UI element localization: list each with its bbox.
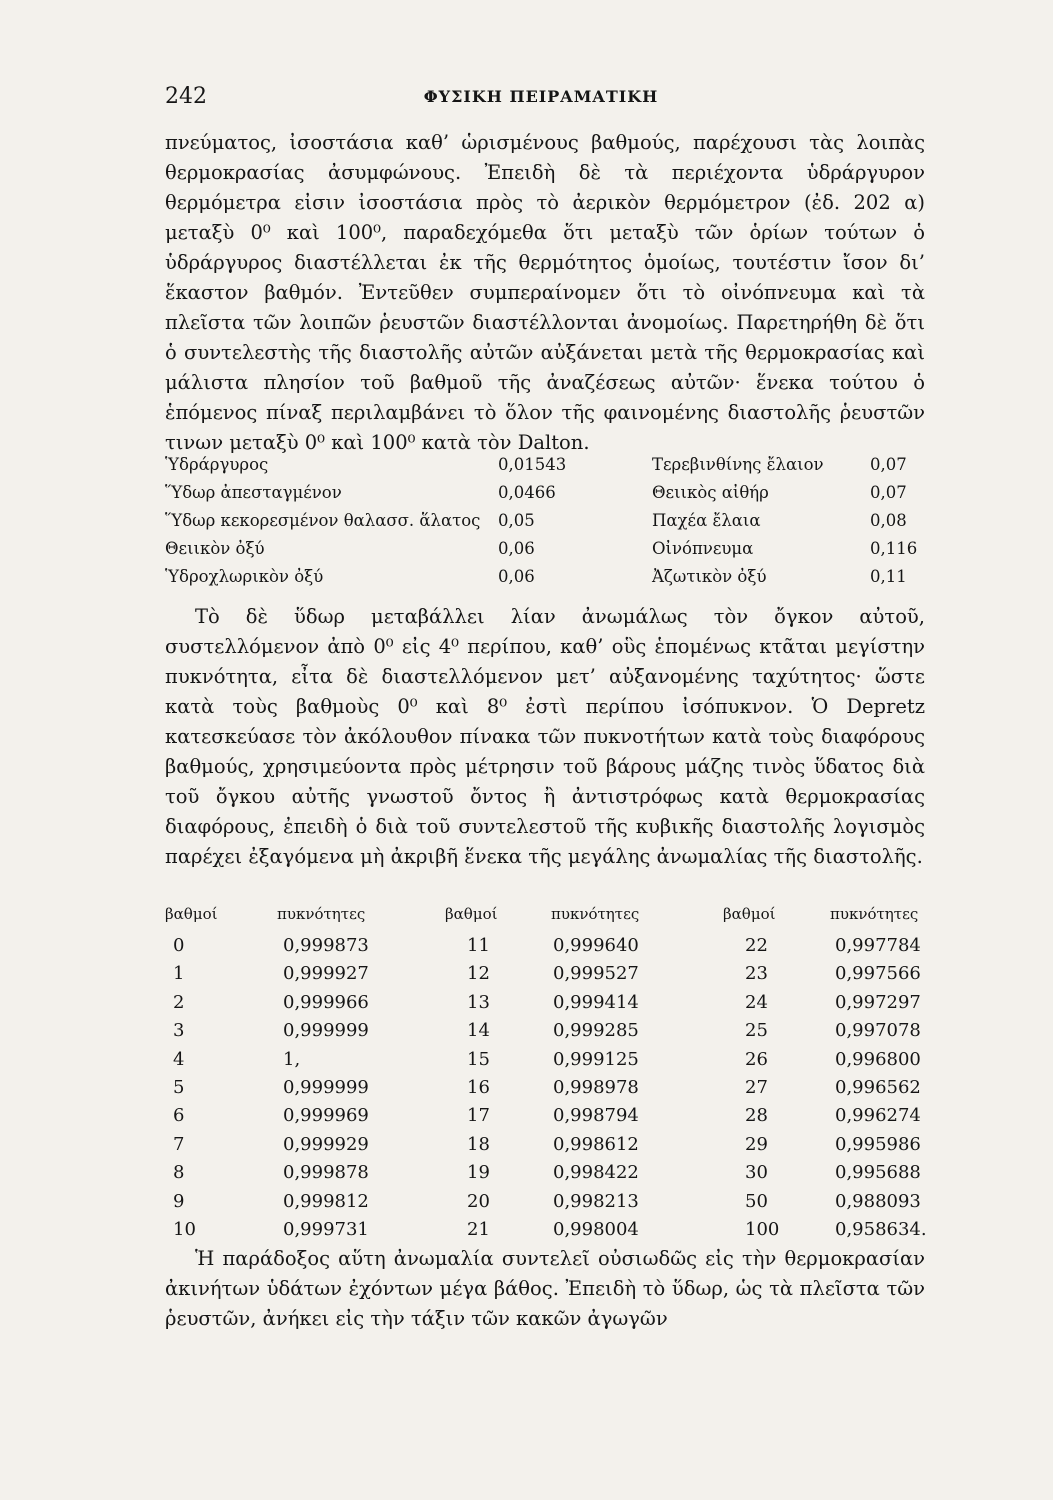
degrees-header: βαθμοί [165,905,218,923]
density-value: 0,996800 [835,1048,921,1070]
density-value: 0,996274 [835,1105,921,1127]
degree-value: 18 [467,1133,490,1155]
table-row [165,483,925,509]
table-row [165,511,925,537]
degree-value: 7 [173,1133,185,1155]
density-value: 0,999414 [553,991,639,1013]
table-row [165,1020,930,1048]
density-value: 0,999731 [283,1219,369,1240]
densities-header: πυκνότητες [277,905,366,923]
density-value: 1, [283,1048,301,1070]
table-row [165,1049,930,1077]
page-header [165,84,917,114]
degree-value: 5 [173,1077,185,1098]
degree-value: 24 [745,991,768,1013]
degree-value: 9 [173,1190,185,1212]
degree-value: 17 [467,1105,490,1127]
coefficient-value: 0,08 [870,511,907,530]
degree-value: 11 [467,935,490,956]
density-value: 0,997784 [835,935,921,956]
degree-value: 23 [745,963,768,985]
degree-value: 22 [745,935,768,956]
table-row [165,1191,930,1219]
density-value: 0,999927 [283,963,369,985]
density-value: 0,999878 [283,1162,369,1184]
degree-value: 1 [173,963,185,985]
densities-header: πυκνότητες [830,905,919,923]
density-value: 0,999873 [283,935,369,956]
density-value: 0,997297 [835,991,921,1013]
coefficient-value: 0,116 [870,539,918,558]
substance-name: Ὕδωρ ἀπεσταγμένον [165,483,342,502]
density-value: 0,999527 [553,963,639,985]
degree-value: 19 [467,1162,490,1184]
substance-name: Ὑδροχλωρικὸν ὀξύ [165,567,324,586]
coefficient-value: 0,07 [870,455,907,474]
degree-value: 14 [467,1020,490,1042]
table-row [165,1162,930,1190]
degree-value: 8 [173,1162,185,1184]
coefficient-value: 0,0466 [498,483,556,502]
density-value: 0,999999 [283,1077,369,1098]
substance-name: Θειικὸν ὀξύ [165,539,265,558]
degree-value: 30 [745,1162,768,1184]
density-value: 0,999640 [553,935,639,956]
density-value: 0,999125 [553,1048,639,1070]
substance-name: Τερεβινθίνης ἔλαιον [652,455,824,474]
density-value: 0,999966 [283,991,369,1013]
degree-value: 10 [173,1219,196,1240]
density-value: 0,988093 [835,1190,921,1212]
paragraph-1: πνεύματος, ἰσοστάσια καθ’ ὡρισμένους βαθμούς, παρέχουσι τὰς λοιπὰς θερμοκρασίας ἀσυμφώνους. Ἐπειδὴ δὲ τὰ περιέχοντα ὑδράργυρον θερμόμετρα εἰσιν ἰσοστάσια πρὸς τὸ ἀερικὸν θερμόμετρον (ἐδ. 202 α) μεταξὺ 0⁰ καὶ 100⁰, παραδεχόμεθα ὅτι μεταξὺ τῶν ὁρίων τούτων ὁ ὑδράργυρος διαστέλλεται ἐκ τῆς θερμότητος ὁμοίως, τουτέστιν ἴσον δι’ ἕκαστον βαθμόν. Ἐντεῦθεν συμπεραίνομεν ὅτι τὸ οἰνόπνευμα καὶ τὰ πλεῖστα τῶν λοιπῶν ῥευστῶν διαστέλλονται ἀνομοίως. Παρετηρήθη δὲ ὅτι ὁ συντελεστὴς τῆς διαστολῆς αὐτῶν αὐξάνεται μετὰ τῆς θερμοκρασίας καὶ μάλιστα πλησίον τοῦ βαθμοῦ τῆς ἀναζέσεως αὐτῶν· ἕνεκα τούτου ὁ ἑπόμενος πίναξ περιλαμβάνει τὸ ὅλον τῆς φαινομένης διαστολῆς ῥευστῶν τινων μεταξὺ 0⁰ καὶ 100⁰ κατὰ τὸν Dalton. [165,131,925,454]
density-value: 0,998422 [553,1162,639,1184]
degree-value: 2 [173,991,185,1013]
substance-name: Ὑδράργυρος [165,455,269,474]
degree-value: 3 [173,1020,185,1042]
table-row [165,1219,930,1247]
degree-value: 13 [467,991,490,1013]
degrees-header: βαθμοί [723,905,776,923]
paragraph-3-text: Ἡ παράδοξος αὕτη ἀνωμαλία συντελεῖ οὐσιωδῶς εἰς τὴν θερμοκρασίαν ἀκινήτων ὑδάτων ἐχόντων μέγα βάθος. Ἐπειδὴ τὸ ὕδωρ, ὡς τὰ πλεῖστα τῶν ῥευστῶν, ἀνήκει εἰς τὴν τάξιν τῶν κακῶν ἀγωγῶν [165,1247,925,1330]
expansion-coefficients-table [165,455,925,595]
coefficient-value: 0,05 [498,511,535,530]
degrees-header: βαθμοί [445,905,498,923]
density-value: 0,995688 [835,1162,921,1184]
density-value: 0,998978 [553,1077,639,1098]
degree-value: 20 [467,1190,490,1212]
densities-header: πυκνότητες [551,905,640,923]
table-row [165,1134,930,1162]
density-value: 0,998612 [553,1133,639,1155]
degree-value: 50 [745,1190,768,1212]
table-row [165,935,930,963]
coefficient-value: 0,06 [498,539,535,558]
degree-value: 28 [745,1105,768,1127]
density-value: 0,999929 [283,1133,369,1155]
degree-value: 4 [173,1048,185,1070]
table-row [165,455,925,481]
paragraph-3 [165,1244,925,1334]
density-value: 0,999999 [283,1020,369,1042]
density-value: 0,997566 [835,963,921,985]
table-row [165,1077,930,1105]
degree-value: 100 [745,1219,780,1240]
degree-value: 12 [467,963,490,985]
density-value: 0,999969 [283,1105,369,1127]
table-header [165,905,930,931]
density-value: 0,998213 [553,1190,639,1212]
table-row [165,539,925,565]
substance-name: Ὕδωρ κεκορεσμένον θαλασσ. ἅλατος [165,511,481,530]
paragraph-2-text: Τὸ δὲ ὕδωρ μεταβάλλει λίαν ἀνωμάλως τὸν ὄγκον αὐτοῦ, συστελλόμενον ἀπὸ 0⁰ εἰς 4⁰ περίπου, καθ’ οὓς ἑπομένως κτᾶται μεγίστην πυκνότητα, εἶτα δὲ διαστελλόμενον μετ’ αὐξανομένης ταχύτητος· ὥστε κατὰ τοὺς βαθμοὺς 0⁰ καὶ 8⁰ ἐστὶ περίπου ἰσόπυκνον. Ὁ Depretz κατεσκεύασε τὸν ἀκόλουθον πίνακα τῶν πυκνοτήτων κατὰ τοὺς διαφόρους βαθμούς, χρησιμεύοντα πρὸς μέτρησιν τοῦ βάρους μάζης τινὸς ὕδατος διὰ τοῦ ὄγκου αὐτῆς γνωστοῦ ὄντος ἢ ἀντιστρόφως κατὰ θερμοκρασίας διαφόρους, ἐπειδὴ ὁ διὰ τοῦ συντελεστοῦ τῆς κυβικῆς διαστολῆς λογισμὸς παρέχει ἐξαγόμενα μὴ ἀκριβῆ ἕνεκα τῆς μεγάλης ἀνωμαλίας τῆς διαστολῆς. [165,605,925,868]
density-value: 0,958634. [835,1219,927,1240]
density-value: 0,999285 [553,1020,639,1042]
table-row [165,992,930,1020]
degree-value: 26 [745,1048,768,1070]
coefficient-value: 0,07 [870,483,907,502]
degree-value: 27 [745,1077,768,1098]
coefficient-value: 0,01543 [498,455,567,474]
density-value: 0,995986 [835,1133,921,1155]
paragraph-2 [165,602,925,872]
table-row [165,567,925,593]
running-title: ΦΥΣΙΚΗ ΠΕΙΡΑΜΑΤΙΚΗ [423,87,659,106]
substance-name: Θειικὸς αἰθήρ [652,483,769,502]
density-value: 0,999812 [283,1190,369,1212]
degree-value: 15 [467,1048,490,1070]
degree-value: 6 [173,1105,185,1127]
substance-name: Παχέα ἔλαια [652,511,761,530]
substance-name: Ἀζωτικὸν ὀξύ [652,567,767,586]
table-row [165,963,930,991]
degree-value: 25 [745,1020,768,1042]
degree-value: 16 [467,1077,490,1098]
substance-name: Οἰνόπνευμα [652,539,754,558]
density-value: 0,996562 [835,1077,921,1098]
degree-value: 29 [745,1133,768,1155]
degree-value: 0 [173,935,185,956]
density-value: 0,998004 [553,1219,639,1240]
density-value: 0,997078 [835,1020,921,1042]
table-row [165,1105,930,1133]
coefficient-value: 0,11 [870,567,907,586]
coefficient-value: 0,06 [498,567,535,586]
page-number: 242 [165,84,207,109]
density-value: 0,998794 [553,1105,639,1127]
degree-value: 21 [467,1219,490,1240]
